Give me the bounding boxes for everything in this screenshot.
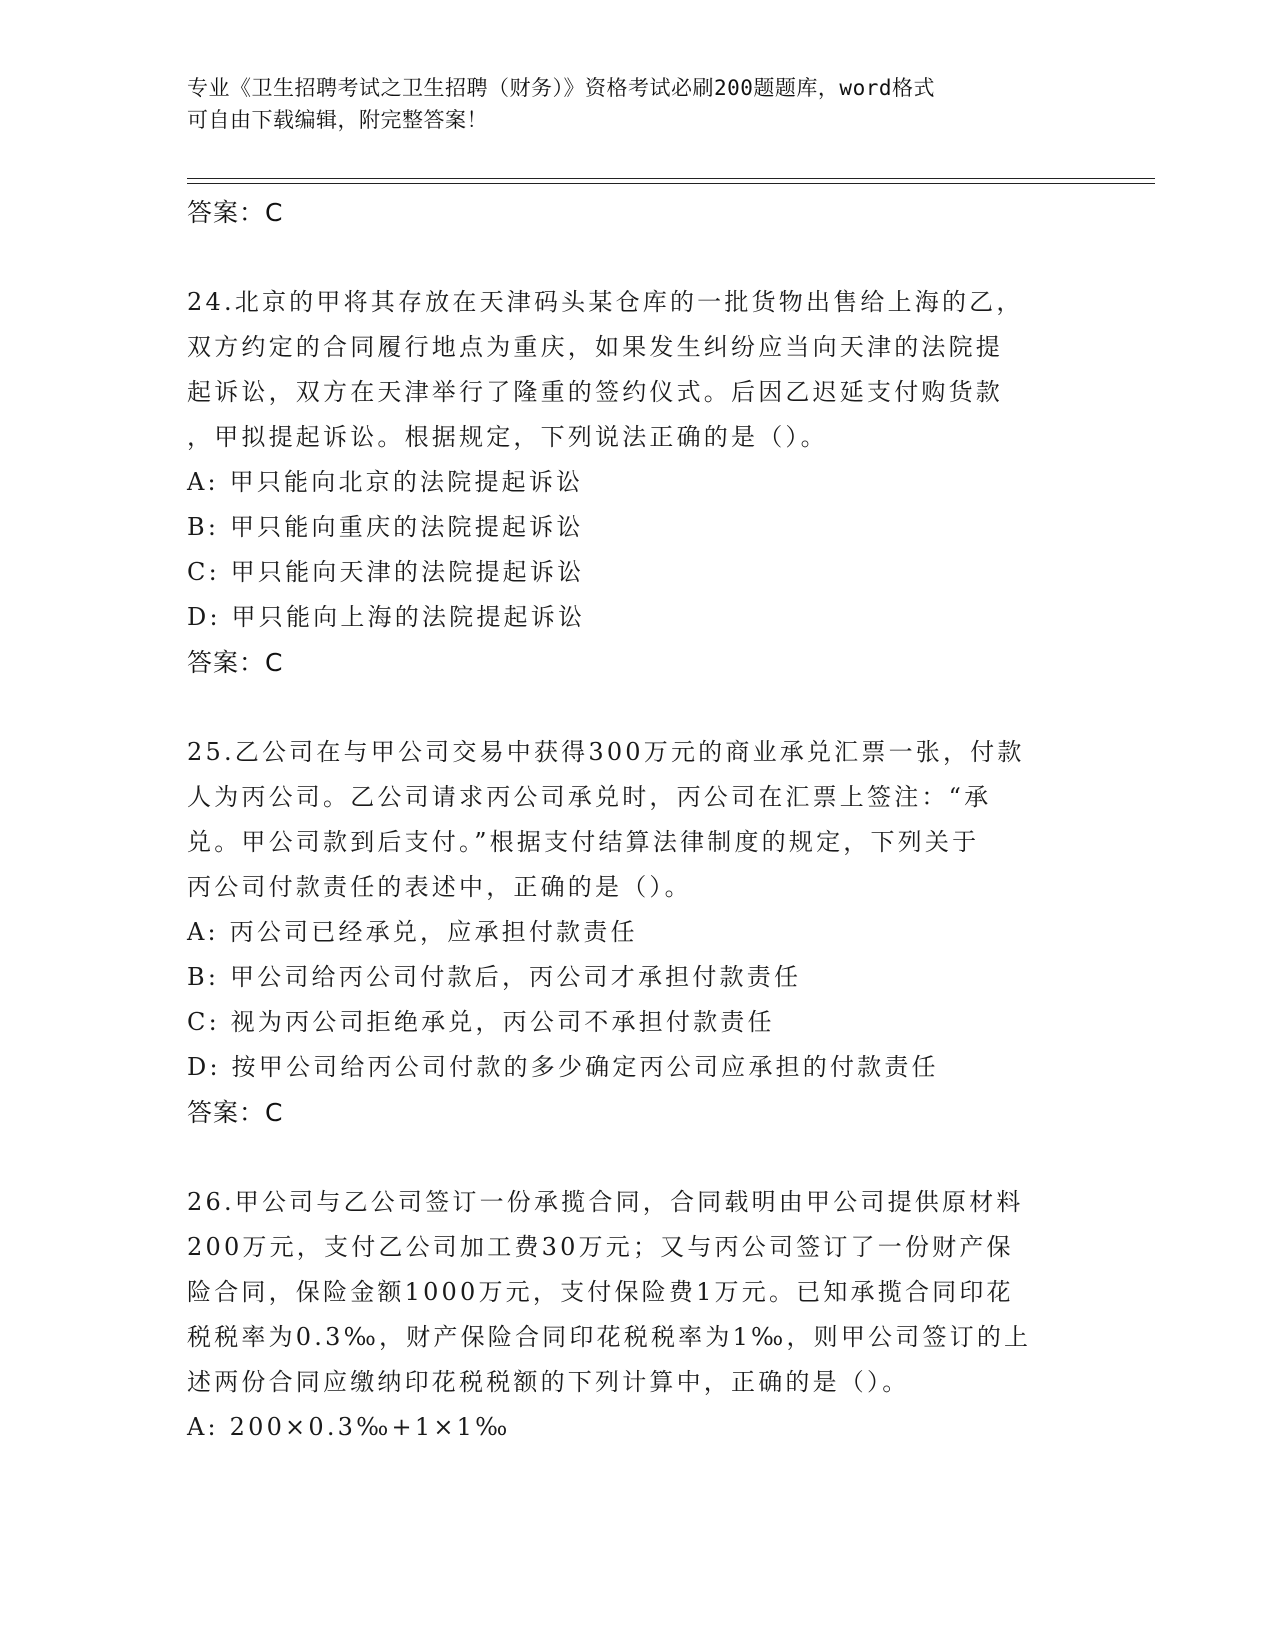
spacer [187,235,1087,280]
question-text-line: 25.乙公司在与甲公司交易中获得300万元的商业承兑汇票一张，付款 [187,738,1025,766]
option-a: A: 200×0.3‰+1×1‰ [187,1413,511,1441]
header-rule-top [187,178,1155,179]
question-content [187,190,1087,1450]
question-text-line: 人为丙公司。乙公司请求丙公司承兑时，丙公司在汇票上签注：“承 [187,783,992,811]
question-text-line: 险合同，保险金额1000万元，支付保险费1万元。已知承揽合同印花 [187,1278,1014,1306]
question-text-line: 双方约定的合同履行地点为重庆，如果发生纠纷应当向天津的法院提 [187,333,1003,361]
option-c: C: 甲只能向天津的法院提起诉讼 [187,558,585,586]
question-text-line: ，甲拟提起诉讼。根据规定，下列说法正确的是（）。 [187,423,828,451]
spacer [187,685,1087,730]
option-b: B: 甲公司给丙公司付款后，丙公司才承担付款责任 [187,963,802,991]
question-26 [187,1180,1087,1450]
option-d: D: 甲只能向上海的法院提起诉讼 [187,603,586,631]
spacer [187,1135,1087,1180]
header-line-1: 专业《卫生招聘考试之卫生招聘（财务）》资格考试必刷200题题库，word格式 [187,76,935,100]
question-24 [187,280,1087,685]
question-text-line: 丙公司付款责任的表述中，正确的是（）。 [187,873,692,901]
page-header [187,72,1067,136]
answer-24: 答案：C [187,648,284,677]
header-rule-bottom [187,183,1155,184]
question-text-line: 述两份合同应缴纳印花税税额的下列计算中，正确的是（）。 [187,1368,910,1396]
option-a: A: 丙公司已经承兑，应承担付款责任 [187,918,638,946]
option-c: C: 视为丙公司拒绝承兑，丙公司不承担付款责任 [187,1008,775,1036]
answer-25: 答案：C [187,1098,284,1127]
question-text-line: 兑。甲公司款到后支付。”根据支付结算法律制度的规定，下列关于 [187,828,980,856]
question-25 [187,730,1087,1135]
previous-answer: 答案：C [187,198,284,227]
option-a: A: 甲只能向北京的法院提起诉讼 [187,468,584,496]
option-d: D: 按甲公司给丙公司付款的多少确定丙公司应承担的付款责任 [187,1053,939,1081]
question-text-line: 24.北京的甲将其存放在天津码头某仓库的一批货物出售给上海的乙， [187,288,1024,316]
option-b: B: 甲只能向重庆的法院提起诉讼 [187,513,584,541]
question-text-line: 税税率为0.3‰，财产保险合同印花税税率为1‰，则甲公司签订的上 [187,1323,1032,1351]
question-text-line: 200万元，支付乙公司加工费30万元；又与丙公司签订了一份财产保 [187,1233,1014,1261]
header-line-2: 可自由下载编辑，附完整答案！ [187,108,488,132]
question-text-line: 起诉讼，双方在天津举行了隆重的签约仪式。后因乙迟延支付购货款 [187,378,1003,406]
question-text-line: 26.甲公司与乙公司签订一份承揽合同，合同载明由甲公司提供原材料 [187,1188,1024,1216]
